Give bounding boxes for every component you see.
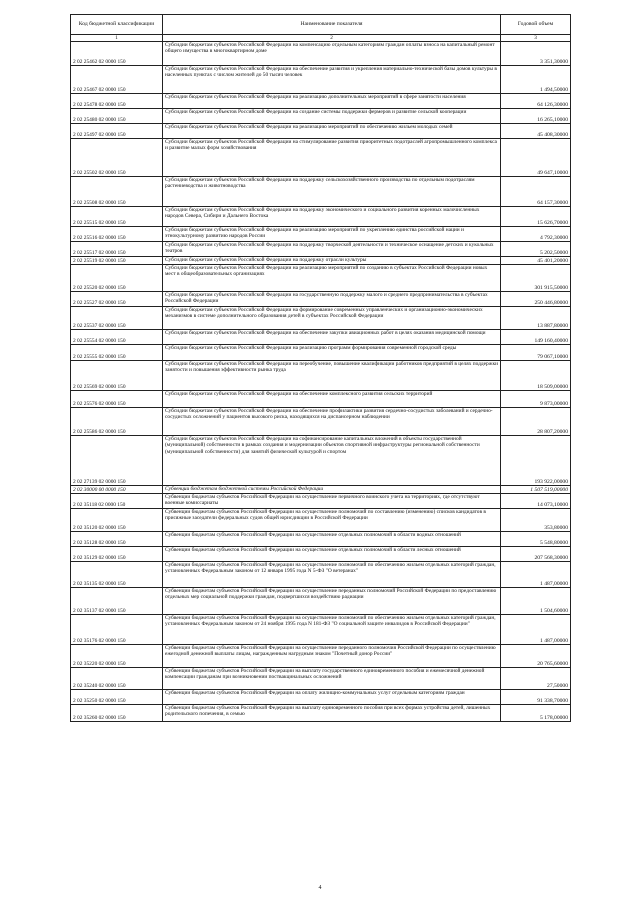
column-number-row bbox=[71, 35, 571, 42]
row-code: 2 02 25462 02 0000 150 bbox=[71, 42, 163, 66]
row-code: 2 02 35120 02 0000 150 bbox=[71, 509, 163, 532]
row-code: 2 02 25480 02 0000 150 bbox=[71, 109, 163, 124]
row-value: 193 922,00000 bbox=[501, 436, 571, 486]
row-value: 1 507 519,00000 bbox=[501, 486, 571, 494]
table-row bbox=[71, 547, 571, 562]
table-row bbox=[71, 207, 571, 227]
row-value: 16 265,10000 bbox=[501, 109, 571, 124]
row-value: 14 073,10000 bbox=[501, 494, 571, 509]
table-row bbox=[71, 494, 571, 509]
table-row bbox=[71, 265, 571, 292]
row-value: 5 202,50000 bbox=[501, 242, 571, 257]
row-code: 2 02 35137 02 0000 150 bbox=[71, 588, 163, 615]
row-value: 1 504,60000 bbox=[501, 588, 571, 615]
row-value: 207 568,30000 bbox=[501, 547, 571, 562]
row-value: 27,50000 bbox=[501, 668, 571, 690]
row-name: Субсидии бюджетам субъектов Российской Федерации на реализацию мероприятий по укреплению единства российской нации и этнокультурному развитию народов России bbox=[163, 227, 501, 242]
row-name: Субвенции бюджетам субъектов Российской Федерации на осуществление переданного полномочия Российской Федерации по осуществлению ежегодной денежной выплаты лицам, награжденным нагрудным знаком "Почетный донор России" bbox=[163, 645, 501, 668]
row-value: 1 487,00000 bbox=[501, 562, 571, 588]
table-row bbox=[71, 690, 571, 705]
row-code: 2 02 25508 02 0000 150 bbox=[71, 177, 163, 207]
row-name: Субсидии бюджетам субъектов Российской Федерации на переобучение, повышение квалификации работников предприятий в целях поддержки занятости и повышения эффективности рынка труда bbox=[163, 361, 501, 391]
table-row bbox=[71, 242, 571, 257]
row-code: 2 02 25516 02 0000 150 bbox=[71, 227, 163, 242]
row-name: Субвенции бюджетам субъектов Российской Федерации на оплату жилищно-коммунальных услуг отдельным категориям граждан bbox=[163, 690, 501, 705]
table-row bbox=[71, 532, 571, 547]
row-name: Субсидии бюджетам субъектов Российской Федерации на стимулирование развития приоритетных подотраслей агропромышленного комплекса и развитие малых форм хозяйствования bbox=[163, 139, 501, 177]
header-name: Наименование показателя bbox=[163, 15, 501, 35]
row-value: 45 401,20000 bbox=[501, 257, 571, 265]
row-value: 5 178,00000 bbox=[501, 705, 571, 722]
table-row bbox=[71, 42, 571, 66]
table-row bbox=[71, 66, 571, 94]
column-number: 2 bbox=[163, 35, 501, 42]
row-value: 1 494,50000 bbox=[501, 66, 571, 94]
row-value: 4 792,30000 bbox=[501, 227, 571, 242]
row-name: Субсидии бюджетам субъектов Российской Федерации на реализацию программ формирования современной городской среды bbox=[163, 345, 501, 361]
row-name: Субсидии бюджетам субъектов Российской Федерации на софинансирование капитальных вложений в объекты государственной (муниципальной) собственности в рамках создания и модернизации объектов спортивной инфраструктуры региональной собственности (муниципальной собственности) для занятий физической культурой и спортом bbox=[163, 436, 501, 486]
table-row bbox=[71, 361, 571, 391]
table-row bbox=[71, 486, 571, 494]
row-name: Субсидии бюджетам субъектов Российской Федерации на компенсацию отдельным категориям граждан оплаты взноса на капитальный ремонт общего имущества в многоквартирном доме bbox=[163, 42, 501, 66]
table-row bbox=[71, 588, 571, 615]
row-code: 2 02 35129 02 0000 150 bbox=[71, 547, 163, 562]
row-value: 353,80000 bbox=[501, 509, 571, 532]
row-name: Субвенции бюджетам субъектов Российской Федерации на выплату государственного единовременного пособия и ежемесячной денежной компенсации гражданам при возникновении поствакцинальных осложнений bbox=[163, 668, 501, 690]
row-code: 2 02 35220 02 0000 150 bbox=[71, 645, 163, 668]
row-name: Субсидии бюджетам субъектов Российской Федерации на обеспечение комплексного развития сельских территорий bbox=[163, 391, 501, 408]
row-code: 2 02 35135 02 0000 150 bbox=[71, 562, 163, 588]
row-name: Субсидии бюджетам субъектов Российской Федерации на реализацию мероприятий по созданию в субъектах Российской Федерации новых мест в общеобразовательных организациях bbox=[163, 265, 501, 292]
row-value: 20 765,60000 bbox=[501, 645, 571, 668]
table-row bbox=[71, 562, 571, 588]
column-number: 1 bbox=[71, 35, 163, 42]
row-name: Субвенции бюджетам субъектов Российской Федерации на осуществление отдельных полномочий в области водных отношений bbox=[163, 532, 501, 547]
row-code: 2 02 25478 02 0000 150 bbox=[71, 94, 163, 109]
row-code: 2 02 35260 02 0000 150 bbox=[71, 705, 163, 722]
row-value: 49 647,10000 bbox=[501, 139, 571, 177]
row-name: Субсидии бюджетам субъектов Российской Федерации на государственную поддержку малого и среднего предпринимательства в субъектах Российской Федерации bbox=[163, 292, 501, 307]
row-value: 15 626,70000 bbox=[501, 207, 571, 227]
row-name: Субсидии бюджетам субъектов Российской Федерации на реализацию дополнительных мероприятий в сфере занятости населения bbox=[163, 94, 501, 109]
row-name: Субвенции бюджетам субъектов Российской Федерации на осуществление полномочий по составлению (изменению) списков кандидатов в присяжные заседатели федеральных судов общей юрисдикции в Российской Федерации bbox=[163, 509, 501, 532]
table-row bbox=[71, 109, 571, 124]
column-number: 3 bbox=[501, 35, 571, 42]
row-code: 2 02 25502 02 0000 150 bbox=[71, 139, 163, 177]
row-name: Субвенции бюджетам бюджетной системы Российской Федерации bbox=[163, 486, 501, 494]
row-value: 13 887,80000 bbox=[501, 307, 571, 330]
table-header-row bbox=[71, 15, 571, 35]
table-row bbox=[71, 408, 571, 436]
row-name: Субвенции бюджетам субъектов Российской Федерации на осуществление полномочий по обеспечению жильем отдельных категорий граждан, установленных Федеральным законом от 24 ноября 1995 года N 181-ФЗ "О социальной защите инвалидов в Российской Федерации" bbox=[163, 615, 501, 645]
header-code: Код бюджетной классификации bbox=[71, 15, 163, 35]
row-value: 91 338,70000 bbox=[501, 690, 571, 705]
row-code: 2 02 27139 02 0000 150 bbox=[71, 436, 163, 486]
row-code: 2 02 25520 02 0000 150 bbox=[71, 265, 163, 292]
row-value: 45 408,30000 bbox=[501, 124, 571, 139]
row-code: 2 02 25519 02 0000 150 bbox=[71, 257, 163, 265]
row-name: Субсидии бюджетам субъектов Российской Федерации на создание системы поддержки фермеров и развитие сельской кооперации bbox=[163, 109, 501, 124]
row-name: Субвенции бюджетам субъектов Российской Федерации на осуществление полномочий по обеспечению жильем отдельных категорий граждан, установленных Федеральным законом от 12 января 1995 года N 5-ФЗ "О ветеранах" bbox=[163, 562, 501, 588]
table-row bbox=[71, 615, 571, 645]
row-code: 2 02 25576 02 0000 150 bbox=[71, 391, 163, 408]
row-name: Субсидии бюджетам субъектов Российской Федерации на формирование современных управленческих и организационно-экономических механизмов в системе дополнительного образования детей в субъектах Российской Федерации bbox=[163, 307, 501, 330]
row-name: Субсидии бюджетам субъектов Российской Федерации на обеспечение закупки авиационных работ в целях оказания медицинской помощи bbox=[163, 330, 501, 345]
row-code: 2 02 35240 02 0000 150 bbox=[71, 668, 163, 690]
page-number: 4 bbox=[318, 885, 322, 891]
table-row bbox=[71, 436, 571, 486]
row-value: 9 873,00000 bbox=[501, 391, 571, 408]
row-code: 2 02 30000 00 0000 150 bbox=[71, 486, 163, 494]
row-code: 2 02 35118 02 0000 150 bbox=[71, 494, 163, 509]
budget-table bbox=[70, 14, 571, 722]
row-name: Субсидии бюджетам субъектов Российской Федерации на поддержку творческой деятельности и техническое оснащение детских и кукольных театров bbox=[163, 242, 501, 257]
row-value: 64 126,30000 bbox=[501, 94, 571, 109]
table-row bbox=[71, 330, 571, 345]
table-row bbox=[71, 668, 571, 690]
row-name: Субсидии бюджетам субъектов Российской Федерации на обеспечение развития и укрепления материально-технической базы домов культуры в населенных пунктах с числом жителей до 50 тысяч человек bbox=[163, 66, 501, 94]
row-value: 5 548,80000 bbox=[501, 532, 571, 547]
row-value: 18 509,00000 bbox=[501, 361, 571, 391]
row-code: 2 02 25537 02 0000 150 bbox=[71, 307, 163, 330]
table-row bbox=[71, 645, 571, 668]
row-value: 149 160,40000 bbox=[501, 330, 571, 345]
row-name: Субсидии бюджетам субъектов Российской Федерации на обеспечение профилактики развития сердечно-сосудистых заболеваний и сердечно-сосудистых осложнений у пациентов высокого риска, находящихся на диспансерном наблюдении bbox=[163, 408, 501, 436]
row-code: 2 02 25554 02 0000 150 bbox=[71, 330, 163, 345]
row-value: 28 807,20000 bbox=[501, 408, 571, 436]
row-code: 2 02 25515 02 0000 150 bbox=[71, 207, 163, 227]
table-row bbox=[71, 139, 571, 177]
table-row bbox=[71, 292, 571, 307]
table-row bbox=[71, 307, 571, 330]
table-row bbox=[71, 345, 571, 361]
row-name: Субвенции бюджетам субъектов Российской Федерации на осуществление отдельных полномочий в области лесных отношений bbox=[163, 547, 501, 562]
table-row bbox=[71, 177, 571, 207]
row-name: Субвенции бюджетам субъектов Российской Федерации на осуществление первичного воинского учета на территориях, где отсутствуют военные комиссариаты bbox=[163, 494, 501, 509]
row-value: 1 487,00000 bbox=[501, 615, 571, 645]
row-code: 2 02 25586 02 0000 150 bbox=[71, 408, 163, 436]
header-volume: Годовой объем bbox=[501, 15, 571, 35]
row-code: 2 02 25497 02 0000 150 bbox=[71, 124, 163, 139]
table-body bbox=[71, 42, 571, 722]
table-row bbox=[71, 227, 571, 242]
table-row bbox=[71, 391, 571, 408]
row-code: 2 02 35176 02 0000 150 bbox=[71, 615, 163, 645]
row-code: 2 02 25527 02 0000 150 bbox=[71, 292, 163, 307]
row-name: Субсидии бюджетам субъектов Российской Федерации на поддержку сельскохозяйственного производства по отдельным подотраслям растениеводства и животноводства bbox=[163, 177, 501, 207]
row-name: Субсидии бюджетам субъектов Российской Федерации на реализацию мероприятий по обеспечению жильем молодых семей bbox=[163, 124, 501, 139]
row-code: 2 02 25569 02 0000 150 bbox=[71, 361, 163, 391]
row-name: Субсидии бюджетам субъектов Российской Федерации на поддержку экономического и социального развития коренных малочисленных народов Севера, Сибири и Дальнего Востока bbox=[163, 207, 501, 227]
row-name: Субвенции бюджетам субъектов Российской Федерации на выплату единовременного пособия при всех формах устройства детей, лишенных родительского попечения, в семью bbox=[163, 705, 501, 722]
row-value: 250 446,80000 bbox=[501, 292, 571, 307]
table-row bbox=[71, 257, 571, 265]
row-value: 301 915,50000 bbox=[501, 265, 571, 292]
row-value: 79 067,10000 bbox=[501, 345, 571, 361]
row-code: 2 02 25555 02 0000 150 bbox=[71, 345, 163, 361]
table-row bbox=[71, 124, 571, 139]
row-name: Субсидии бюджетам субъектов Российской Федерации на поддержку отрасли культуры bbox=[163, 257, 501, 265]
row-code: 2 02 35250 02 0000 150 bbox=[71, 690, 163, 705]
row-value: 3 351,30000 bbox=[501, 42, 571, 66]
row-name: Субвенции бюджетам субъектов Российской Федерации на осуществление переданных полномочий Российской Федерации по предоставлению отдельных мер социальной поддержки граждан, подвергшихся воздействию радиации bbox=[163, 588, 501, 615]
table-row bbox=[71, 509, 571, 532]
table-row bbox=[71, 94, 571, 109]
row-code: 2 02 35128 02 0000 150 bbox=[71, 532, 163, 547]
row-code: 2 02 25467 02 0000 150 bbox=[71, 66, 163, 94]
row-code: 2 02 25517 02 0000 150 bbox=[71, 242, 163, 257]
table-row bbox=[71, 705, 571, 722]
row-value: 64 157,30000 bbox=[501, 177, 571, 207]
